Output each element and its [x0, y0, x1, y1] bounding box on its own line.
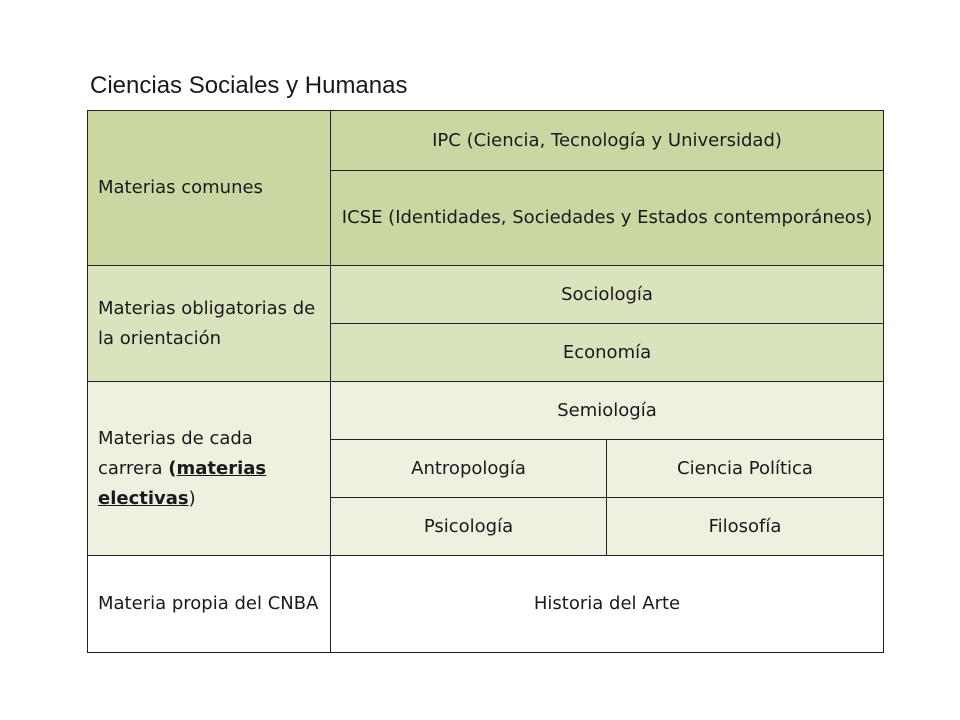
subject-sociologia: Sociología [331, 266, 884, 324]
table-row [88, 111, 884, 171]
electivas-label-open: ( [168, 457, 177, 479]
subject-antropologia: Antropología [331, 440, 607, 498]
materias-comunes-label: Materias comunes [88, 111, 331, 266]
subject-ipc: IPC (Ciencia, Tecnología y Universidad) [331, 111, 884, 171]
electivas-label-emph: materias electivas [98, 457, 267, 509]
subject-ciencia-politica: Ciencia Política [607, 440, 884, 498]
materias-electivas-label [88, 382, 331, 556]
page-title: Ciencias Sociales y Humanas [90, 72, 408, 99]
table-row [88, 266, 884, 324]
subject-economia: Economía [331, 324, 884, 382]
table-row [88, 556, 884, 653]
electivas-label-prefix: Materias de cada carrera [98, 427, 253, 479]
subject-icse: ICSE (Identidades, Sociedades y Estados contemporáneos) [331, 171, 884, 266]
subjects-table [87, 110, 884, 653]
electivas-label-close: ) [188, 487, 196, 509]
table-row [88, 382, 884, 440]
subject-filosofia: Filosofía [607, 498, 884, 556]
subject-historia-del-arte: Historia del Arte [331, 556, 884, 653]
subject-semiologia: Semiología [331, 382, 884, 440]
materia-cnba-label: Materia propia del CNBA [88, 556, 331, 653]
materias-obligatorias-label: Materias obligatorias de la orientación [88, 266, 331, 382]
subject-psicologia: Psicología [331, 498, 607, 556]
